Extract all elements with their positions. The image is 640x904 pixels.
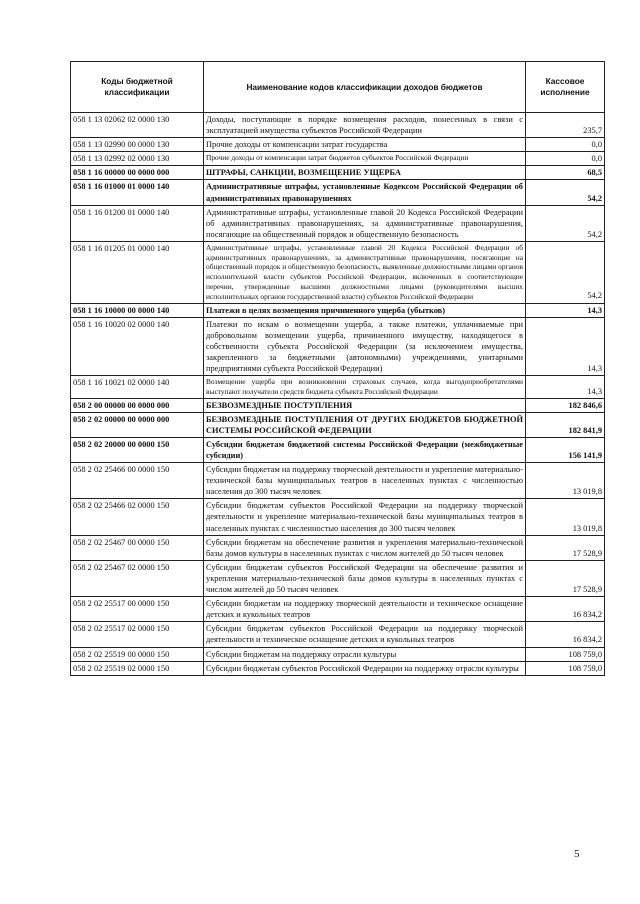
table-row — [71, 180, 605, 205]
table-row — [71, 499, 605, 535]
table-row — [71, 437, 605, 462]
row-amount: 156 141,9 — [526, 437, 605, 462]
table-header-row — [71, 62, 605, 113]
row-amount: 108 759,0 — [526, 647, 605, 661]
row-amount: 54,2 — [526, 241, 605, 303]
row-name: Субсидии бюджетам на поддержку творческой деятельности и укрепление материально-технической базы муниципальных театров в населенных пунктах с численностью населения до 300 тысяч человек — [204, 463, 526, 499]
table-row — [71, 113, 605, 138]
table-row — [71, 317, 605, 375]
row-name: Доходы, поступающие в порядке возмещения расходов, понесенных в связи с эксплуатацией имущества субъектов Российской Федерации — [204, 113, 526, 138]
row-amount: 54,2 — [526, 180, 605, 205]
row-code: 058 2 02 25466 00 0000 150 — [71, 463, 204, 499]
row-amount: 68,5 — [526, 166, 605, 180]
row-code: 058 1 16 00000 00 0000 000 — [71, 166, 204, 180]
row-code: 058 2 02 25519 02 0000 150 — [71, 661, 204, 675]
row-amount: 17 528,9 — [526, 535, 605, 560]
row-name: Субсидии бюджетам на поддержку творческой деятельности и техническое оснащение детских и кукольных театров — [204, 597, 526, 622]
row-name: Административные штрафы, установленные главой 20 Кодекса Российской Федерации об административных правонарушениях, за административные правонарушения, посягающие на общественный порядок и общественную безопасность, выявленные должностными лицами органов исполнительной власти субъектов Российской Федерации, включенных в соответствующие перечни, утвержденные высшими должностными лицами (руководителями высших исполнительных органов государственной власти) субъектов Российской Федерации — [204, 241, 526, 303]
table-row — [71, 412, 605, 437]
table-row — [71, 303, 605, 317]
header-name: Наименование кодов классификации доходов бюджетов — [204, 62, 526, 113]
row-amount: 235,7 — [526, 113, 605, 138]
table-row — [71, 398, 605, 412]
row-name: Платежи по искам о возмещении ущерба, а также платежи, уплачиваемые при добровольном возмещении ущерба, причиненного имуществу, находящегося в собственности субъекта Российской Федерации (за исключением имущества, закрепленного за бюджетными (автономными) учреждениями, унитарными предприятиями субъекта Российской Федерации) — [204, 317, 526, 375]
revenue-table — [70, 61, 605, 676]
row-name: БЕЗВОЗМЕЗДНЫЕ ПОСТУПЛЕНИЯ — [204, 398, 526, 412]
table-row — [71, 661, 605, 675]
table-row — [71, 622, 605, 647]
row-amount: 13 019,8 — [526, 463, 605, 499]
row-name: Платежи в целях возмещения причиненного ущерба (убытков) — [204, 303, 526, 317]
row-amount: 16 834,2 — [526, 622, 605, 647]
row-name: Субсидии бюджетам на поддержку отрасли культуры — [204, 647, 526, 661]
row-code: 058 2 02 00000 00 0000 000 — [71, 412, 204, 437]
row-code: 058 1 13 02990 00 0000 130 — [71, 138, 204, 152]
row-code: 058 1 16 10000 00 0000 140 — [71, 303, 204, 317]
header-code: Коды бюджетной классификации — [71, 62, 204, 113]
row-amount: 54,2 — [526, 205, 605, 241]
table-row — [71, 376, 605, 399]
row-code: 058 2 02 25517 00 0000 150 — [71, 597, 204, 622]
row-name: Прочие доходы от компенсации затрат государства — [204, 138, 526, 152]
row-code: 058 2 02 25517 02 0000 150 — [71, 622, 204, 647]
row-code: 058 2 02 20000 00 0000 150 — [71, 437, 204, 462]
row-code: 058 2 02 25467 02 0000 150 — [71, 560, 204, 596]
table-row — [71, 535, 605, 560]
table-row — [71, 152, 605, 166]
row-name: Административные штрафы, установленные Кодексом Российской Федерации об административных правонарушениях — [204, 180, 526, 205]
table-row — [71, 463, 605, 499]
row-code: 058 1 16 01000 01 0000 140 — [71, 180, 204, 205]
table-row — [71, 647, 605, 661]
row-name: Субсидии бюджетам на обеспечение развития и укрепления материально-технической базы домов культуры в населенных пунктах с числом жителей до 50 тысяч человек — [204, 535, 526, 560]
row-code: 058 1 16 10020 02 0000 140 — [71, 317, 204, 375]
row-amount: 14,3 — [526, 303, 605, 317]
row-name: Субсидии бюджетам субъектов Российской Федерации на поддержку творческой деятельности и техническое оснащение детских и кукольных театров — [204, 622, 526, 647]
row-name: Субсидии бюджетам субъектов Российской Федерации на поддержку отрасли культуры — [204, 661, 526, 675]
row-name: ШТРАФЫ, САНКЦИИ, ВОЗМЕЩЕНИЕ УЩЕРБА — [204, 166, 526, 180]
row-code: 058 1 16 01205 01 0000 140 — [71, 241, 204, 303]
row-name: Административные штрафы, установленные главой 20 Кодекса Российской Федерации об административных правонарушениях, за административные правонарушения, посягающие на общественный порядок и общественную безопасность — [204, 205, 526, 241]
row-name: Субсидии бюджетам субъектов Российской Федерации на обеспечение развития и укрепления материально-технической базы домов культуры в населенных пунктах с числом жителей до 50 тысяч человек — [204, 560, 526, 596]
table-row — [71, 205, 605, 241]
page-number: 5 — [574, 848, 580, 860]
table-row — [71, 138, 605, 152]
row-code: 058 2 00 00000 00 0000 000 — [71, 398, 204, 412]
row-amount: 182 841,9 — [526, 412, 605, 437]
row-name: Возмещение ущерба при возникновении страховых случаев, когда выгодоприобретателями выступают получатели средств бюджета субъекта Российской Федерации — [204, 376, 526, 399]
table-row — [71, 241, 605, 303]
row-code: 058 2 02 25467 00 0000 150 — [71, 535, 204, 560]
row-code: 058 1 13 02062 02 0000 130 — [71, 113, 204, 138]
row-amount: 108 759,0 — [526, 661, 605, 675]
row-amount: 182 846,6 — [526, 398, 605, 412]
header-amount: Кассовое исполнение — [526, 62, 605, 113]
row-amount: 14,3 — [526, 317, 605, 375]
table-body — [71, 113, 605, 676]
row-code: 058 1 13 02992 02 0000 130 — [71, 152, 204, 166]
row-name: Субсидии бюджетам бюджетной системы Российской Федерации (межбюджетные субсидии) — [204, 437, 526, 462]
table-row — [71, 597, 605, 622]
row-amount: 0,0 — [526, 138, 605, 152]
row-code: 058 2 02 25519 00 0000 150 — [71, 647, 204, 661]
row-name: Прочие доходы от компенсации затрат бюджетов субъектов Российской Федерации — [204, 152, 526, 166]
row-amount: 13 019,8 — [526, 499, 605, 535]
row-amount: 0,0 — [526, 152, 605, 166]
table-row — [71, 560, 605, 596]
row-amount: 17 528,9 — [526, 560, 605, 596]
row-code: 058 2 02 25466 02 0000 150 — [71, 499, 204, 535]
row-code: 058 1 16 01200 01 0000 140 — [71, 205, 204, 241]
row-name: Субсидии бюджетам субъектов Российской Федерации на поддержку творческой деятельности и укрепление материально-технической базы муниципальных театров в населенных пунктах с численностью населения до 300 тысяч человек — [204, 499, 526, 535]
row-name: БЕЗВОЗМЕЗДНЫЕ ПОСТУПЛЕНИЯ ОТ ДРУГИХ БЮДЖЕТОВ БЮДЖЕТНОЙ СИСТЕМЫ РОССИЙСКОЙ ФЕДЕРАЦИИ — [204, 412, 526, 437]
table-row — [71, 166, 605, 180]
row-amount: 14,3 — [526, 376, 605, 399]
row-amount: 16 834,2 — [526, 597, 605, 622]
row-code: 058 1 16 10021 02 0000 140 — [71, 376, 204, 399]
